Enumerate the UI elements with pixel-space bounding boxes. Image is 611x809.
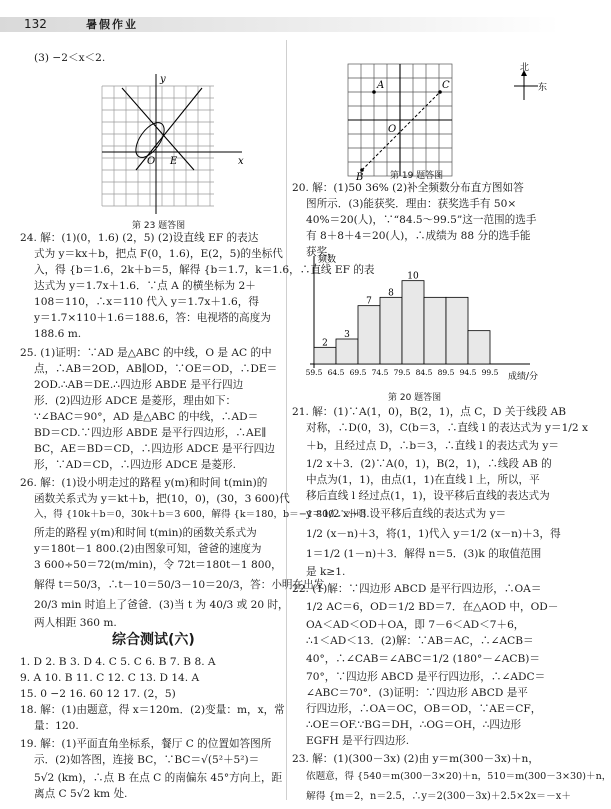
text-line: 1＝1/2 (1－n)＋3．解得 n＝5．(3)k 的取值范围 — [306, 548, 542, 560]
text-line: 是 k≥1. — [306, 566, 346, 578]
text-line: y＝1/2 x＋3.设平移后直线的表达式为 y＝ — [306, 508, 507, 520]
text-line: 26. 解：(1)设小明走过的路程 y(m)和时间 t(min)的 — [20, 477, 268, 489]
fig23-e-label: E — [170, 156, 178, 167]
fig23-y-label: y — [160, 74, 166, 85]
text-line: 行四边形，∴OA＝OC，OB＝OD，∵AE＝CF， — [306, 703, 542, 715]
histogram-data-label: 7 — [366, 296, 372, 307]
histogram-bar — [424, 297, 446, 364]
histogram-data-label: 10 — [407, 271, 419, 282]
text-line: ∴OE＝OF.∵BG＝DH，∴OG＝OH，∴四边形 — [306, 719, 522, 731]
text-line: 函数关系式为 y＝kt＋b，把(10，0)，(30，3 600)代 — [34, 493, 290, 505]
text-line: 达式为 y＝1.7x＋1.6．∵点 A 的横坐标为 2＋ — [34, 280, 256, 292]
histogram-bar — [336, 339, 358, 364]
text-line: 40°，∴∠CAB＝∠ABC＝1/2 (180°－∠ACB)＝ — [306, 653, 540, 665]
text-line: 40%＝20(人)，∵“84.5～99.5”这一范围的选手 — [306, 214, 537, 226]
text-line: 1/2 AC＝6，OD＝1/2 BD＝7．在△AOD 中，OD－ — [306, 601, 559, 613]
text-line: 移后直线 l 经过点(1，1)，设平移后直线的表达式为 — [306, 490, 550, 502]
answer-line: 19. 解：(1)平面直角坐标系，餐厅 C 的位置如答图所 — [20, 738, 272, 750]
answer-line: 5√2 (km)，∴点 B 在点 C 的南偏东 45°方向上，距 — [34, 772, 283, 784]
histogram-data-label: 8 — [388, 288, 394, 299]
text-line: 式为 y＝kx＋b，把点 F(0，1.6)，E(2，5)的坐标代 — [34, 248, 283, 260]
text-line: 1/2 (x－n)＋3，将(1，1)代入 y＝1/2 (x－n)＋3，得 — [306, 528, 561, 540]
text-line: 20. 解：(1)50 36% (2)补全频数分布直方图如答 — [292, 182, 524, 194]
text-line: OA＜AD＜OD＋OA，即 7－6＜AD＜7＋6， — [306, 619, 525, 631]
compass-east-label: 东 — [538, 83, 548, 93]
figure-20-caption: 第 20 题答图 — [388, 393, 442, 403]
page-header — [0, 0, 560, 34]
text-line: 20/3 min 时追上了爸爸．(3)当 t 为 40/3 或 20 时， — [34, 599, 289, 611]
fig19-b-label: B — [356, 172, 364, 183]
text-line: 24. 解：(1)(0，1.6) (2，5) (2)设直线 EF 的表达 — [20, 232, 259, 244]
text-line: ∠ABC＝70°．(3)证明：∵四边形 ABCD 是平 — [306, 687, 528, 699]
text-line: 形，∵AD＝CD，∴四边形 ADCE 是菱形. — [34, 459, 236, 471]
histogram-tick-label: 64.5 — [327, 368, 345, 377]
answer-line: 15. 0 −2 16. 60 12 17. (2，5) — [20, 688, 176, 700]
answer-line: 9. A 10. B 11. C 12. C 13. D 14. A — [20, 672, 200, 684]
text-line: 两人相距 360 m. — [34, 617, 117, 629]
column-divider — [286, 40, 287, 800]
text-line: 解得 {m＝2，n＝2.5，∴y＝2(300－3x)＋2.5×2x＝－x＋ — [306, 791, 572, 802]
text-line: 形．(2)四边形 ADCE 是菱形，理由如下： — [34, 395, 237, 407]
text-line: 获奖. — [306, 246, 331, 258]
text-line: BC，AE＝BD＝CD，∴四边形 ADCE 是平行四边 — [34, 443, 275, 455]
text-line: y＝180t－1 800.(2)由图象可知，爸爸的速度为 — [34, 543, 262, 555]
histogram-bar — [446, 297, 468, 364]
answer-line: 1. D 2. B 3. D 4. C 5. C 6. B 7. B 8. A — [20, 656, 216, 668]
answer-line: 离点 C 5√2 km 处. — [34, 788, 128, 800]
text-line: 1/2 x＋3．(2)∵A(0，1)，B(2，1)，∴线段 AB 的 — [306, 458, 552, 470]
text-line: 入，得 {10k＋b＝0，30k＋b＝3 600，解得 {k＝180，b＝−1 800.∴小明 — [34, 509, 367, 520]
figure-23-caption: 第 23 题答图 — [132, 221, 186, 231]
text-line: EGFH 是平行四边形. — [306, 735, 410, 747]
text-line: y＝1.7×110＋1.6＝188.6，答：电视塔的高度为 — [34, 312, 271, 324]
text-line: 3 600÷50＝72(m/min)，令 72t＝180t－1 800， — [34, 559, 282, 571]
histogram-chart — [294, 252, 544, 392]
compass-north-label: 北 — [520, 63, 530, 73]
text-line: (3) −2＜x＜2. — [34, 52, 106, 64]
answer-line: 量：120. — [34, 720, 79, 732]
histogram-data-label: 3 — [344, 330, 350, 340]
text-line: 21. 解：(1)∵A(1，0)，B(2，1)，点 C，D 关于线段 AB — [292, 406, 567, 418]
text-line: BD＝CD.∵四边形 ABDE 是平行四边形，∴AE∥ — [34, 427, 267, 439]
text-line: 中点为(1，1)，由点(1，1)在直线 l 上，所以，平 — [306, 474, 540, 486]
text-line: 有 8＋8＋4＝20(人)，∴成绩为 88 分的选手能 — [306, 230, 531, 242]
histogram-tick-label: 99.5 — [481, 368, 499, 377]
figure-19 — [348, 64, 548, 182]
figure-23 — [102, 74, 252, 224]
histogram-tick-label: 79.5 — [393, 368, 411, 377]
histogram-tick-label: 69.5 — [349, 368, 367, 377]
histogram-data-label: 2 — [322, 338, 328, 349]
text-line: 依题意，得 {540＝m(300－3×20)＋n，510＝m(300－3×30)＋n， — [306, 771, 611, 782]
fig23-origin-label: O — [147, 156, 156, 167]
fig19-a-label: A — [377, 80, 385, 91]
text-line: 188.6 m. — [34, 328, 82, 340]
text-line: 2OD.∴AB＝DE.∴四边形 ABDE 是平行四边 — [34, 379, 244, 391]
text-line: 22. (1)解：∵四边形 ABCD 是平行四边形，∴OA＝ — [292, 583, 542, 595]
histogram-x-label: 成绩/分 — [508, 372, 539, 382]
fig19-c-label: C — [442, 80, 450, 91]
histogram-y-label: 频数 — [318, 255, 337, 265]
histogram-tick-label: 89.5 — [437, 368, 455, 377]
text-line: ＋b，且经过点 D，∴b＝3，∴直线 l 的表达式为 y＝ — [306, 440, 559, 452]
text-line: 对称，∴D(0，3)，C(b＝3，∴直线 l 的表达式为 y＝1/2 x — [306, 422, 588, 434]
text-line: 点，∴AB＝2OD，AB∥OD，∵OE＝OD，∴DE＝ — [34, 363, 278, 375]
answer-line: 示．(2)如答图，连接 BC，∵BC＝√(5²＋5²)＝ — [34, 754, 260, 766]
compass-icon — [514, 61, 547, 100]
histogram-tick-label: 59.5 — [305, 368, 323, 377]
text-line: 所走的路程 y(m)和时间 t(min)的函数关系式为 — [34, 527, 257, 539]
histogram-bar — [380, 297, 402, 364]
fig23-x-label: x — [238, 156, 244, 167]
histogram-tick-label: 94.5 — [459, 368, 477, 377]
answer-line: 18. 解：(1)由题意，得 x＝120m．(2)变量：m，x，常 — [20, 704, 285, 716]
histogram-bar — [314, 347, 336, 364]
histogram-tick-label: 84.5 — [415, 368, 433, 377]
text-line: 图所示．(3)能获奖．理由：获奖选手有 50× — [306, 198, 517, 210]
histogram-bar — [402, 281, 424, 364]
page-number: 132 — [24, 17, 47, 31]
header-title: 暑假作业 — [86, 18, 138, 31]
section-title: 综合测试(六) — [112, 632, 195, 648]
text-line: ∴1＜AD＜13．(2)解：∵AB＝AC，∴∠ACB＝ — [306, 635, 534, 647]
text-line: 108＝110，∴x＝110 代入 y＝1.7x＋1.6，得 — [34, 296, 259, 308]
histogram-bar — [358, 306, 380, 364]
text-line: 解得 t＝50/3，∴t－10＝50/3－10＝20/3，答：小明在出发 — [34, 579, 325, 591]
text-line: 入，得 {b＝1.6，2k＋b＝5，解得 {b＝1.7，k＝1.6，∴直线 EF 的表 — [34, 264, 375, 276]
fig19-o-label: O — [388, 124, 397, 135]
header-band — [0, 17, 560, 32]
histogram-tick-label: 74.5 — [371, 368, 389, 377]
text-line: 70°，∵四边形 ABCD 是平行四边形，∴∠ADC＝ — [306, 671, 546, 683]
figure-19-caption: 第 19 题答图 — [390, 171, 444, 181]
text-line: ∵∠BAC＝90°，AD 是△ABC 的中线，∴AD＝ — [34, 411, 259, 423]
text-line: 23. 解：(1)(300－3x) (2)由 y＝m(300－3x)＋n， — [292, 753, 539, 765]
histogram-bar — [468, 331, 490, 364]
text-line: 25. (1)证明：∵AD 是△ABC 的中线，O 是 AC 的中 — [20, 347, 272, 359]
